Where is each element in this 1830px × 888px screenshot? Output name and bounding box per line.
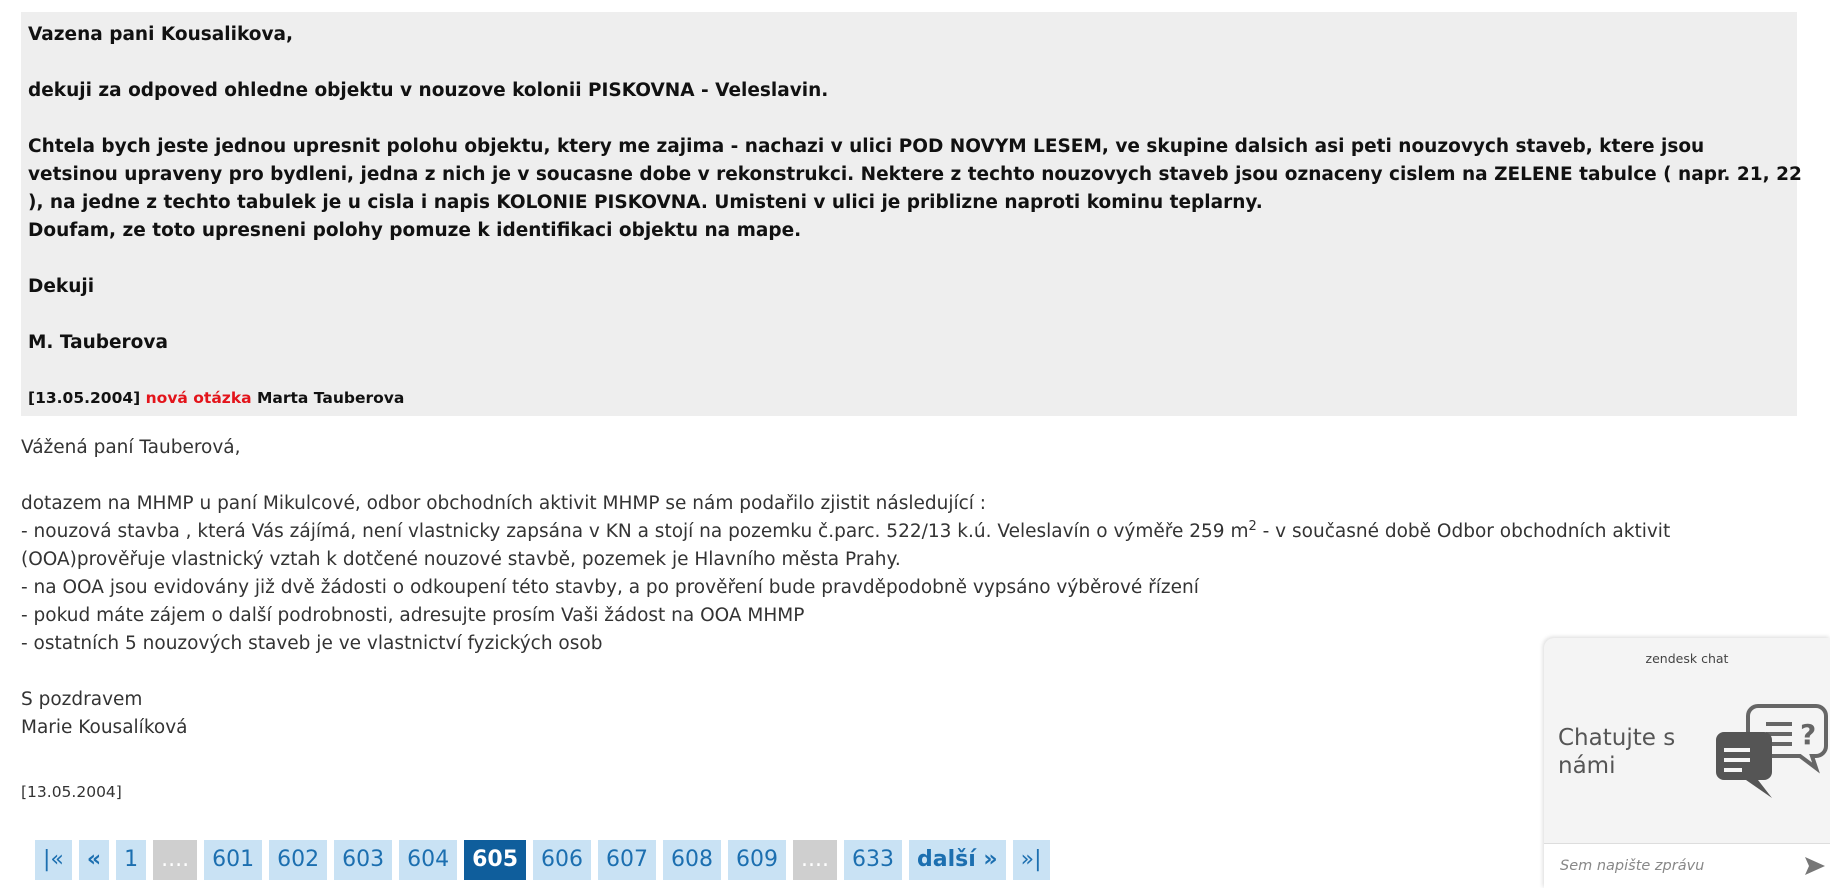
send-arrow-icon[interactable] <box>1804 856 1826 880</box>
question-text-line: vetsinou upraveny pro bydleni, jedna z nich je v soucasne dobe v rekonstrukci. Nektere z techto nouzovych staveb jsou oznaceny cislem na ZELENE tabulce ( napr. 21, 22 <box>28 164 1802 185</box>
last-page-link[interactable]: »| <box>1013 840 1050 880</box>
spacer <box>28 301 1790 329</box>
question-meta <box>28 384 404 412</box>
answer-signature: Marie Kousalíková <box>21 717 188 738</box>
question-text-line: Chtela bych jeste jednou upresnit polohu objektu, ktery me zajima - nachazi v ulici POD NOVYM LESEM, ve skupine dalsich asi peti nouzovych staveb, ktere jsou <box>28 136 1705 157</box>
answer-item: - ostatních 5 nouzových staveb je ve vlastnictví fyzických osob <box>21 633 603 654</box>
page-link-607[interactable]: 607 <box>598 840 656 880</box>
question-text-line: ), na jedne z techto tabulek je u cisla i napis KOLONIE PISKOVNA. Umisteni v ulici je priblizne naproti kominu teplarny. <box>28 192 1263 213</box>
page-link-605-current[interactable]: 605 <box>464 840 526 880</box>
spacer <box>21 462 1801 490</box>
question-signature: M. Tauberova <box>28 332 168 353</box>
question-date: [13.05.2004] <box>28 389 141 407</box>
answer-closing: S pozdravem <box>21 689 143 710</box>
superscript: 2 <box>1248 518 1257 534</box>
answer-item <box>21 518 1801 546</box>
chat-title[interactable] <box>1558 724 1675 780</box>
answer-item: - na OOA jsou evidovány již dvě žádosti o odkoupení této stavby, a po prověření bude pravděpodobně vypsáno výběrové řízení <box>21 577 1199 598</box>
answer-intro: dotazem na MHMP u paní Mikulcové, odbor obchodních aktivit MHMP se nám podařilo zjistit následující : <box>21 493 987 514</box>
question-box <box>21 12 1802 416</box>
answer-date: [13.05.2004] <box>21 783 122 801</box>
answer-box <box>21 434 1801 742</box>
answer-item-continuation: (OOA)prověřuje vlastnický vztah k dotčené nouzové stavbě, pozemek je Hlavního města Prahy. <box>21 549 901 570</box>
next-page-link[interactable]: další » <box>909 840 1006 880</box>
new-question-tag: nová otázka <box>145 389 252 407</box>
chat-brand: zendesk chat <box>1645 651 1729 666</box>
question-thanks: Dekuji <box>28 276 95 297</box>
spacer <box>28 49 1790 77</box>
page-link-602[interactable]: 602 <box>269 840 327 880</box>
first-page-link[interactable]: |« <box>35 840 72 880</box>
question-text-line: Doufam, ze toto upresneni polohy pomuze k identifikaci objektu na mape. <box>28 220 802 241</box>
answer-item: - pokud máte zájem o další podrobnosti, adresujte prosím Vaši žádost na OOA MHMP <box>21 605 805 626</box>
page-link-606[interactable]: 606 <box>533 840 591 880</box>
page-ellipsis: .... <box>793 840 837 880</box>
page-link-609[interactable]: 609 <box>728 840 786 880</box>
spacer <box>21 658 1801 686</box>
chat-message-input[interactable] <box>1558 852 1792 880</box>
page-link-1[interactable]: 1 <box>116 840 146 880</box>
question-author: Marta Tauberova <box>257 389 405 407</box>
page-link-603[interactable]: 603 <box>334 840 392 880</box>
page-ellipsis: .... <box>153 840 197 880</box>
chat-input-row <box>1544 843 1830 888</box>
question-text-line: dekuji za odpoved ohledne objektu v nouzove kolonii PISKOVNA - Veleslavin. <box>28 80 829 101</box>
page-link-604[interactable]: 604 <box>399 840 457 880</box>
chat-title-line: Chatujte s <box>1558 725 1676 751</box>
chat-bubble-question-icon[interactable] <box>1714 698 1829 807</box>
answer-item-text: - v současné době Odbor obchodních aktivit <box>1256 521 1671 542</box>
prev-page-link[interactable]: « <box>79 840 109 880</box>
page-link-601[interactable]: 601 <box>204 840 262 880</box>
chat-widget[interactable] <box>1544 638 1830 888</box>
page-link-633[interactable]: 633 <box>844 840 902 880</box>
pagination <box>35 840 1050 880</box>
spacer <box>28 105 1790 133</box>
answer-item-text: - nouzová stavba , která Vás zájímá, není vlastnicky zapsána v KN a stojí na pozemku č.parc. 522/13 k.ú. Veleslavín o výměře 259 m <box>21 521 1249 542</box>
spacer <box>28 245 1790 273</box>
chat-title-line: námi <box>1558 753 1616 779</box>
svg-text:?: ? <box>1800 718 1817 751</box>
question-salutation: Vazena pani Kousalikova, <box>28 24 294 45</box>
page-link-608[interactable]: 608 <box>663 840 721 880</box>
answer-greeting: Vážená paní Tauberová, <box>21 437 241 458</box>
